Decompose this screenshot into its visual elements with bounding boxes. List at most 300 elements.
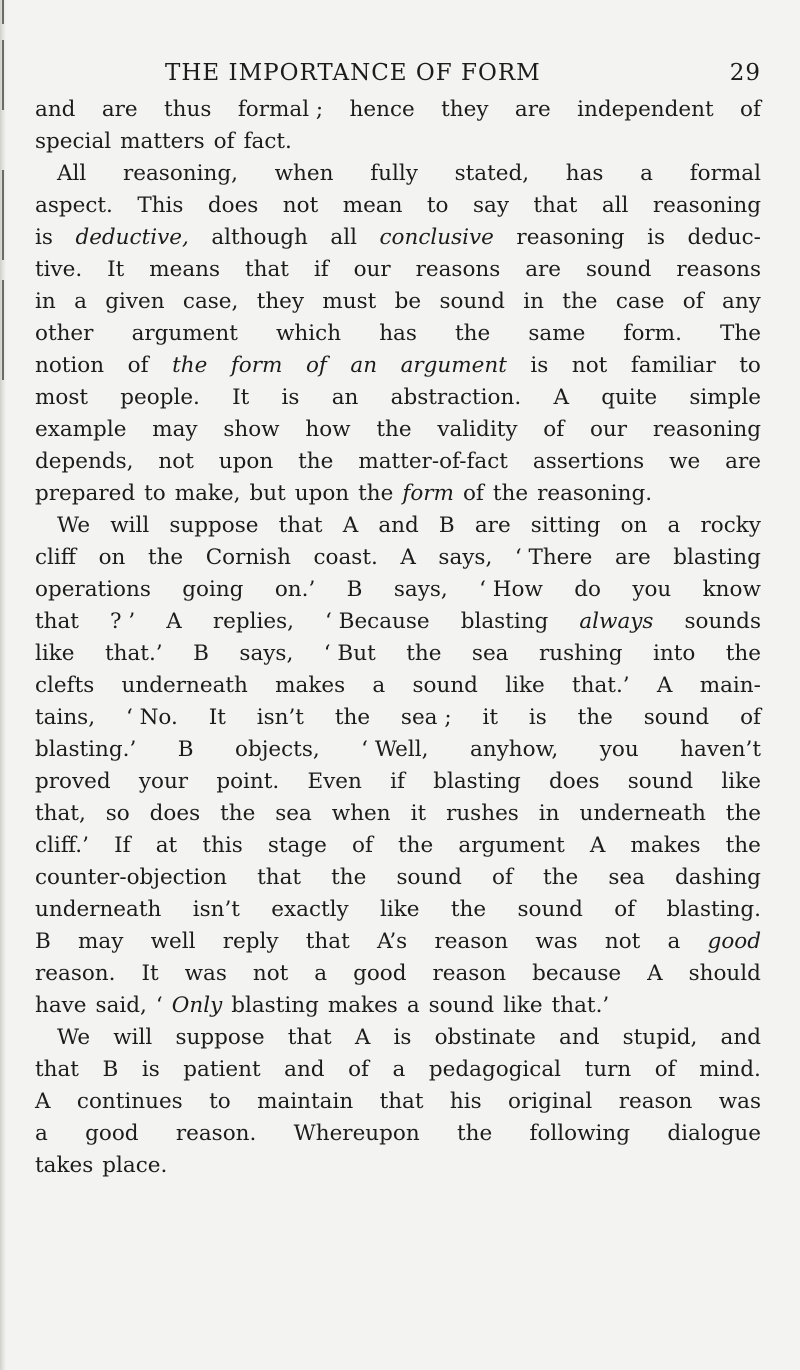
word: takes (35, 1153, 94, 1178)
word: reasons (415, 257, 501, 282)
word: all (601, 193, 629, 218)
word: to (144, 481, 166, 506)
word: the (147, 545, 184, 570)
text-line (35, 510, 761, 542)
word: reasoning. (537, 481, 653, 506)
word: will (110, 513, 150, 538)
word: fact. (243, 129, 292, 154)
word: a (74, 289, 87, 314)
book-page (35, 56, 761, 1182)
word: upon (294, 481, 350, 506)
word: may (78, 929, 124, 954)
word: a (640, 161, 653, 186)
word: if (313, 257, 329, 282)
word: simple (689, 385, 761, 410)
word: sitting (530, 513, 601, 538)
word: proved (35, 769, 111, 794)
body-text (35, 94, 761, 1182)
word: you (599, 737, 639, 762)
word: is (393, 1025, 412, 1050)
word: in (538, 801, 560, 826)
word: a (314, 961, 328, 986)
word: patient (183, 1057, 261, 1082)
text-line (35, 798, 761, 830)
word: stupid, (622, 1025, 698, 1050)
word: rocky (700, 513, 761, 538)
word: form. (623, 321, 682, 346)
word: suppose (175, 1025, 265, 1050)
text-line (35, 1054, 761, 1086)
word: on (98, 545, 126, 570)
word: a (35, 1121, 48, 1146)
word: upon (218, 449, 274, 474)
book-spine-edge (0, 0, 6, 1370)
word: underneath (579, 801, 706, 826)
text-line (35, 222, 761, 254)
word: that (35, 1057, 79, 1082)
word: A (342, 513, 359, 538)
word: when (274, 161, 334, 186)
text-line (35, 478, 761, 510)
word: are (474, 513, 511, 538)
word: familiar (630, 353, 716, 378)
text-line (35, 926, 761, 958)
word: B (193, 641, 209, 666)
word: rushes (446, 801, 519, 826)
word: stage (267, 833, 327, 858)
text-line (35, 990, 761, 1022)
word: argument (131, 321, 238, 346)
word: mind. (699, 1057, 761, 1082)
word: are (614, 545, 651, 570)
word: you (632, 577, 672, 602)
word: and (720, 1025, 761, 1050)
word: going (182, 577, 244, 602)
word: are (525, 257, 562, 282)
text-line (35, 382, 761, 414)
word: cliff (35, 545, 77, 570)
word: the (398, 833, 434, 858)
word: following (529, 1121, 631, 1146)
italic-word: of (305, 353, 327, 378)
word: underneath (35, 897, 162, 922)
word: and (35, 97, 76, 122)
word: sound (585, 257, 652, 282)
word: objects, (235, 737, 320, 762)
text-line (35, 606, 761, 638)
word: blasting (231, 993, 319, 1018)
word: We (57, 1025, 91, 1050)
word: has (379, 321, 417, 346)
word: in (35, 289, 56, 314)
word: B (102, 1057, 119, 1082)
word: that.’ (105, 641, 163, 666)
word: isn’t (192, 897, 240, 922)
word: not (604, 929, 641, 954)
word: blasting (673, 545, 761, 570)
word: show (223, 417, 280, 442)
word: all (330, 225, 357, 250)
text-line (35, 670, 761, 702)
word: formal (689, 161, 761, 186)
word: replies, (212, 609, 294, 634)
word: the (450, 897, 487, 922)
word: underneath (121, 673, 248, 698)
word: reason (434, 929, 509, 954)
word: have (35, 993, 87, 1018)
word: sound (643, 705, 710, 730)
word: they (256, 289, 305, 314)
word: the (331, 865, 367, 890)
text-line (35, 862, 761, 894)
word: this (202, 833, 243, 858)
word: of (682, 289, 704, 314)
word: not (158, 449, 194, 474)
word: ‘ (155, 993, 163, 1018)
text-line (35, 1150, 761, 1182)
word: of (614, 897, 636, 922)
word: a (667, 513, 681, 538)
word: obstinate (434, 1025, 536, 1050)
word: validity (437, 417, 518, 442)
italic-word: Only (171, 993, 223, 1018)
text-line (35, 766, 761, 798)
word: the (334, 705, 371, 730)
word: like (380, 897, 420, 922)
word: We (57, 513, 91, 538)
text-line (35, 158, 761, 190)
word: the (725, 641, 761, 666)
word: If (114, 833, 131, 858)
word: not (571, 353, 608, 378)
word: turn (584, 1057, 632, 1082)
spine-shadow (2, 0, 4, 24)
word: are (514, 97, 551, 122)
word: A (354, 1025, 371, 1050)
word: blasting.’ (35, 737, 137, 762)
word: the (725, 801, 761, 826)
word: A (35, 1089, 51, 1114)
word: sounds (684, 609, 761, 634)
word: the (725, 833, 761, 858)
word: that (379, 1089, 424, 1114)
word: will (113, 1025, 153, 1050)
word: the (298, 449, 334, 474)
word: deduc- (687, 225, 761, 250)
word: place. (102, 1153, 168, 1178)
text-line (35, 126, 761, 158)
running-title: THE IMPORTANCE OF FORM (165, 60, 541, 86)
word: reply (222, 929, 279, 954)
word: continues (76, 1089, 183, 1114)
word: sound (396, 865, 462, 890)
word: reason. (35, 961, 116, 986)
word: was (535, 929, 578, 954)
word: sea (471, 641, 509, 666)
word: of (462, 481, 484, 506)
word: of (654, 1057, 676, 1082)
word: that (257, 865, 302, 890)
word: matter-of-fact (358, 449, 508, 474)
word: said, (95, 993, 147, 1018)
word: main- (699, 673, 761, 698)
word: says, (239, 641, 294, 666)
word: his (449, 1089, 482, 1114)
word: is (647, 225, 665, 250)
text-line (35, 638, 761, 670)
word: dialogue (667, 1121, 761, 1146)
word: that (278, 513, 323, 538)
page-number: 29 (729, 60, 761, 86)
word: to (209, 1089, 231, 1114)
text-line (35, 1118, 761, 1150)
word: the (543, 865, 579, 890)
word: blasting. (666, 897, 761, 922)
word: counter-objection (35, 865, 228, 890)
word: It (232, 385, 250, 410)
word: does (149, 801, 201, 826)
word: like (503, 993, 543, 1018)
word: the (376, 417, 412, 442)
word: people. (120, 385, 200, 410)
word: is (528, 705, 547, 730)
word: the (406, 641, 442, 666)
text-line (35, 574, 761, 606)
word: good (85, 1121, 139, 1146)
word: are (725, 449, 761, 474)
word: matters (120, 129, 205, 154)
word: they (441, 97, 489, 122)
word: B (35, 929, 51, 954)
word: and (559, 1025, 600, 1050)
word: reasoning (516, 225, 625, 250)
text-line (35, 190, 761, 222)
word: to (426, 193, 449, 218)
word: an (331, 385, 359, 410)
text-line (35, 1022, 761, 1054)
word: so (105, 801, 130, 826)
word: prepared (35, 481, 136, 506)
word: the (562, 289, 598, 314)
word: makes (630, 833, 701, 858)
word: ‘ How (479, 577, 543, 602)
word: sound (439, 289, 505, 314)
word: sea (275, 801, 312, 826)
italic-word: form (402, 481, 454, 506)
word: any (722, 289, 761, 314)
word: like (721, 769, 761, 794)
word: All (57, 161, 87, 186)
word: reasoning, (122, 161, 238, 186)
word: know (702, 577, 761, 602)
word: ‘ No. (125, 705, 178, 730)
text-line (35, 446, 761, 478)
word: fully (370, 161, 418, 186)
word: may (152, 417, 198, 442)
word: cliff.’ (35, 833, 89, 858)
word: depends, (35, 449, 134, 474)
word: is (35, 225, 53, 250)
word: This (137, 193, 184, 218)
word: abstraction. (390, 385, 522, 410)
word: that (305, 929, 350, 954)
word: maintain (257, 1089, 354, 1114)
text-line (35, 94, 761, 126)
word: A (647, 961, 663, 986)
word: make, (174, 481, 241, 506)
spine-shadow (2, 280, 4, 380)
word: given (105, 289, 165, 314)
word: mean (342, 193, 403, 218)
word: reasons (676, 257, 761, 282)
word: that.’ (551, 993, 610, 1018)
word: should (688, 961, 761, 986)
italic-word: always (579, 609, 654, 634)
word: aspect. (35, 193, 113, 218)
word: of (348, 1057, 369, 1082)
word: A’s (376, 929, 408, 954)
word: that.’ (572, 673, 630, 698)
word: isn’t (256, 705, 304, 730)
word: but (249, 481, 286, 506)
word: we (669, 449, 701, 474)
word: if (390, 769, 405, 794)
word: how (305, 417, 351, 442)
word: means (149, 257, 221, 282)
word: a (372, 673, 386, 698)
text-line (35, 350, 761, 382)
word: say (472, 193, 509, 218)
text-line (35, 286, 761, 318)
word: exactly (271, 897, 349, 922)
italic-word: conclusive (379, 225, 494, 250)
word: of (740, 97, 761, 122)
word: sound (517, 897, 583, 922)
word: A (589, 833, 606, 858)
word: it (410, 801, 427, 826)
word: the (220, 801, 256, 826)
word: is (281, 385, 300, 410)
word: of (740, 705, 761, 730)
word: in (523, 289, 544, 314)
word: it (482, 705, 498, 730)
word: of (492, 865, 513, 890)
text-line (35, 542, 761, 574)
word: which (276, 321, 342, 346)
italic-word: the (172, 353, 208, 378)
word: anyhow, (469, 737, 559, 762)
text-line (35, 830, 761, 862)
word: case, (182, 289, 239, 314)
word: stated, (454, 161, 530, 186)
word: of (543, 417, 565, 442)
word: the (457, 1121, 493, 1146)
italic-word: good (707, 929, 761, 954)
text-line (35, 958, 761, 990)
text-line (35, 734, 761, 766)
word: reasoning (652, 193, 761, 218)
word: sound (412, 673, 478, 698)
word: that (35, 609, 79, 634)
word: of (352, 833, 373, 858)
word: says, (438, 545, 493, 570)
word: tains, (35, 705, 96, 730)
word: was (718, 1089, 761, 1114)
word: does (207, 193, 259, 218)
word: sound (627, 769, 694, 794)
italic-word: argument (400, 353, 507, 378)
word: makes (327, 993, 398, 1018)
word: operations (35, 577, 151, 602)
word: blasting (460, 609, 549, 634)
word: the (492, 481, 529, 506)
word: reason (618, 1089, 693, 1114)
word: same (528, 321, 586, 346)
word: not (252, 961, 289, 986)
word: point. (216, 769, 280, 794)
word: haven’t (680, 737, 761, 762)
word: formal ; (237, 97, 324, 122)
word: coast. (313, 545, 378, 570)
word: a (392, 1057, 406, 1082)
word: sea ; (400, 705, 452, 730)
word: ‘ There (514, 545, 593, 570)
text-line (35, 414, 761, 446)
word: argument (458, 833, 565, 858)
text-line (35, 254, 761, 286)
word: makes (275, 673, 346, 698)
word: like (505, 673, 545, 698)
word: dashing (675, 865, 761, 890)
word: sea (608, 865, 645, 890)
word: special (35, 129, 112, 154)
word: example (35, 417, 127, 442)
word: because (532, 961, 622, 986)
word: The (720, 321, 761, 346)
word: sound (428, 993, 495, 1018)
word: do (574, 577, 601, 602)
word: well (150, 929, 196, 954)
word: good (353, 961, 407, 986)
text-line (35, 1086, 761, 1118)
word: that (287, 1025, 332, 1050)
word: A (166, 609, 182, 634)
word: of (213, 129, 235, 154)
word: be (394, 289, 422, 314)
word: ‘ But (323, 641, 376, 666)
word: A (656, 673, 673, 698)
word: not (282, 193, 319, 218)
italic-word: deductive, (75, 225, 189, 250)
word: quite (601, 385, 658, 410)
word: independent (577, 97, 714, 122)
word: Whereupon (293, 1121, 420, 1146)
word: original (508, 1089, 593, 1114)
word: ‘ Because (324, 609, 430, 634)
word: are (101, 97, 138, 122)
word: on.’ (274, 577, 316, 602)
word: thus (164, 97, 212, 122)
word: must (322, 289, 377, 314)
word: reasoning (652, 417, 761, 442)
word: clefts (35, 673, 95, 698)
word: B (177, 737, 194, 762)
word: the (358, 481, 394, 506)
word: is (530, 353, 549, 378)
word: says, (393, 577, 448, 602)
text-line (35, 894, 761, 926)
word: ? ’ (110, 609, 136, 634)
